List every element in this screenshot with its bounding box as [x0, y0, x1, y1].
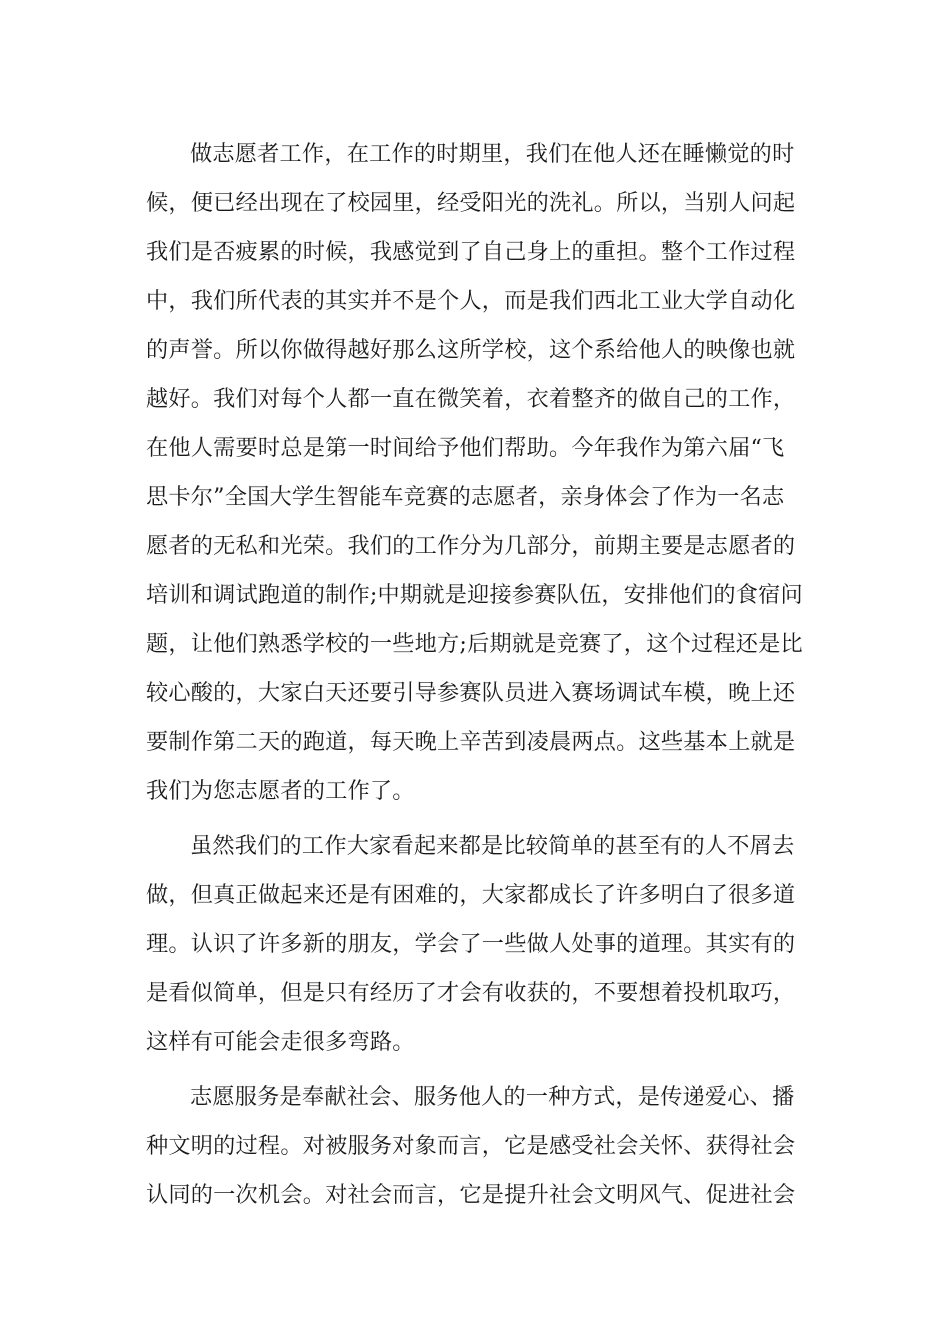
- text-line: 理。认识了许多新的朋友，学会了一些做人处事的道理。其实有的: [146, 931, 796, 957]
- text-line: 我们为您志愿者的工作了。: [146, 778, 415, 804]
- text-line: 越好。我们对每个人都一直在微笑着，衣着整齐的做自己的工作，: [146, 386, 796, 412]
- text-line: 志愿服务是奉献社会、服务他人的一种方式，是传递爱心、播: [190, 1084, 795, 1110]
- text-line: 思卡尔”全国大学生智能车竞赛的志愿者，亲身体会了作为一名志: [146, 484, 785, 510]
- text-line: 是看似简单，但是只有经历了才会有收获的，不要想着投机取巧，: [146, 980, 796, 1006]
- text-line: 我们是否疲累的时候，我感觉到了自己身上的重担。整个工作过程: [146, 239, 796, 265]
- document-body: [146, 130, 806, 1226]
- text-line: 愿者的无私和光荣。我们的工作分为几部分，前期主要是志愿者的: [146, 533, 796, 559]
- text-line: 做，但真正做起来还是有困难的，大家都成长了许多明白了很多道: [146, 882, 796, 908]
- text-line: 虽然我们的工作大家看起来都是比较简单的甚至有的人不屑去: [190, 833, 795, 859]
- text-line: 在他人需要时总是第一时间给予他们帮助。今年我作为第六届“飞: [146, 435, 785, 461]
- text-line: 种文明的过程。对被服务对象而言，它是感受社会关怀、获得社会: [146, 1133, 796, 1159]
- paragraph-3: [146, 1073, 806, 1220]
- text-line: 的声誉。所以你做得越好那么这所学校，这个系给他人的映像也就: [146, 337, 796, 363]
- text-line: 要制作第二天的跑道，每天晚上辛苦到凌晨两点。这些基本上就是: [146, 729, 796, 755]
- paragraph-2: [146, 822, 806, 1067]
- text-line: 认同的一次机会。对社会而言，它是提升社会文明风气、促进社会: [146, 1182, 796, 1208]
- text-line: 中，我们所代表的其实并不是个人，而是我们西北工业大学自动化: [146, 288, 796, 314]
- text-line: 做志愿者工作，在工作的时期里，我们在他人还在睡懒觉的时: [190, 141, 795, 167]
- text-line: 培训和调试跑道的制作;中期就是迎接参赛队伍，安排他们的食宿问: [146, 582, 803, 608]
- text-line: 候，便已经出现在了校园里，经受阳光的洗礼。所以，当别人问起: [146, 190, 796, 216]
- text-line: 这样有可能会走很多弯路。: [146, 1029, 415, 1055]
- text-line: 较心酸的，大家白天还要引导参赛队员进入赛场调试车模，晚上还: [146, 680, 796, 706]
- paragraph-1: [146, 130, 806, 816]
- text-line: 题，让他们熟悉学校的一些地方;后期就是竞赛了，这个过程还是比: [146, 631, 803, 657]
